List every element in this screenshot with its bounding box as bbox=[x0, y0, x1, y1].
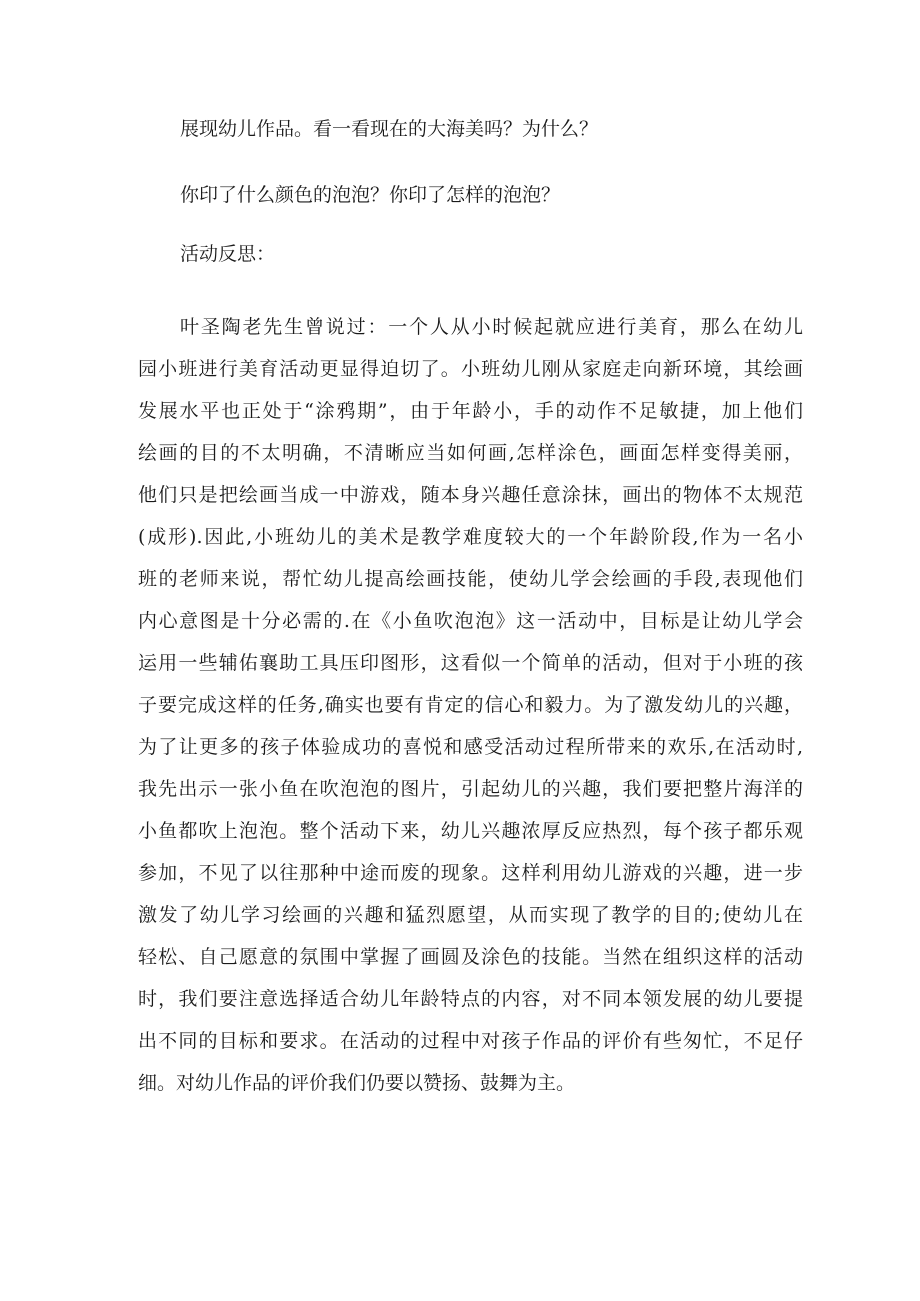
reflection-line: 时，我们要注意选择适合幼儿年龄特点的内容，对不同本领发展的幼儿要提 bbox=[138, 988, 803, 1010]
reflection-line: 参加，不见了以往那种中途而废的现象。这样利用幼儿游戏的兴趣，进一步 bbox=[138, 862, 803, 884]
paragraph-bubble-question: 你印了什么颜色的泡泡？你印了怎样的泡泡？ bbox=[180, 184, 561, 206]
section-heading-reflection: 活动反思： bbox=[180, 243, 276, 265]
reflection-line: 运用一些辅佑襄助工具压印图形，这看似一个简单的活动，但对于小班的孩 bbox=[138, 652, 803, 674]
reflection-line: 轻松、自己愿意的氛围中掌握了画圆及涂色的技能。当然在组织这样的活动 bbox=[138, 946, 803, 968]
reflection-line: 他们只是把绘画当成一中游戏，随本身兴趣任意涂抹，画出的物体不太规范 bbox=[138, 484, 803, 506]
reflection-line: 内心意图是十分必需的.在《小鱼吹泡泡》这一活动中，目标是让幼儿学会 bbox=[138, 610, 803, 632]
reflection-paragraph bbox=[138, 306, 803, 1104]
reflection-line: 出不同的目标和要求。在活动的过程中对孩子作品的评价有些匆忙，不足仔 bbox=[138, 1030, 803, 1052]
reflection-line: 园小班进行美育活动更显得迫切了。小班幼儿刚从家庭走向新环境，其绘画 bbox=[138, 358, 803, 380]
reflection-line: (成形).因此,小班幼儿的美术是教学难度较大的一个年龄阶段,作为一名小 bbox=[138, 526, 803, 548]
reflection-line: 子要完成这样的任务,确实也要有肯定的信心和毅力。为了激发幼儿的兴趣， bbox=[138, 694, 803, 716]
reflection-line: 叶圣陶老先生曾说过：一个人从小时候起就应进行美育，那么在幼儿 bbox=[180, 316, 803, 338]
reflection-line: 激发了幼儿学习绘画的兴趣和猛烈愿望，从而实现了教学的目的;使幼儿在 bbox=[138, 904, 803, 926]
reflection-line: 细。对幼儿作品的评价我们仍要以赞扬、鼓舞为主。 bbox=[138, 1072, 576, 1094]
reflection-line: 绘画的目的不太明确，不清晰应当如何画,怎样涂色，画面怎样变得美丽， bbox=[138, 442, 803, 464]
reflection-line: 我先出示一张小鱼在吹泡泡的图片，引起幼儿的兴趣，我们要把整片海洋的 bbox=[138, 778, 803, 800]
reflection-line: 为了让更多的孩子体验成功的喜悦和感受活动过程所带来的欢乐,在活动时, bbox=[138, 736, 803, 758]
reflection-line: 发展水平也正处于“涂鸦期”，由于年龄小，手的动作不足敏捷，加上他们 bbox=[138, 400, 803, 422]
reflection-line: 班的老师来说，帮忙幼儿提高绘画技能，使幼儿学会绘画的手段,表现他们 bbox=[138, 568, 803, 590]
reflection-line: 小鱼都吹上泡泡。整个活动下来，幼儿兴趣浓厚反应热烈，每个孩子都乐观 bbox=[138, 820, 803, 842]
paragraph-show-works: 展现幼儿作品。看一看现在的大海美吗？为什么？ bbox=[180, 118, 599, 140]
